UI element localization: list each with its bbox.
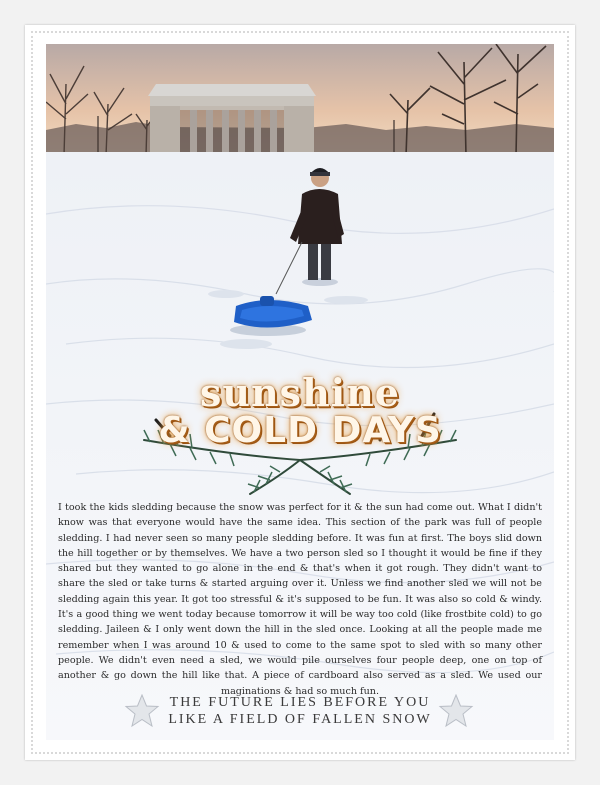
title-block (0, 366, 600, 476)
quote-line-1: THE FUTURE LIES BEFORE YOU (169, 695, 431, 710)
star-icon (438, 694, 474, 728)
journal-text: I took the kids sledding because the snow was perfect for it & the sun had come out. What I didn't know was that everyone would have the same idea. This section of the park was full of people sledding. I had never seen so many people sledding before. It was fun at first. The boys slid down the hill together or by themselves. We have a two person sled so I thought it would be fine if they shared but they wanted to go alone in the end & that's when it got rough. They didn't want to share the sled or take turns & started arguing over it. Unless we find another sled we will not be sledding again this year. It got too stressful & it's supposed to be fun. It was also so cold & windy. It's a good thing we went today because tomorrow it will be way too cold (like frostbite cold) to go sledding. Jaileen & I only went down the hill in the sled once. Looking at all the people made me remember when I was around 10 & used to come to the same spot to sled with so many other people. We didn't even need a sled, we would pile ourselves four people deep, one on top of another & go down the hill like that. A piece of cardboard also served as a sled. We used our maginations & had so much fun. (58, 502, 542, 697)
pavilion (148, 84, 316, 154)
quote-line-2: LIKE A FIELD OF FALLEN SNOW (168, 712, 432, 727)
title-line-1: sunshine (200, 370, 400, 415)
quote (0, 694, 600, 728)
title-line-2: & COLD DAYS (158, 410, 442, 451)
